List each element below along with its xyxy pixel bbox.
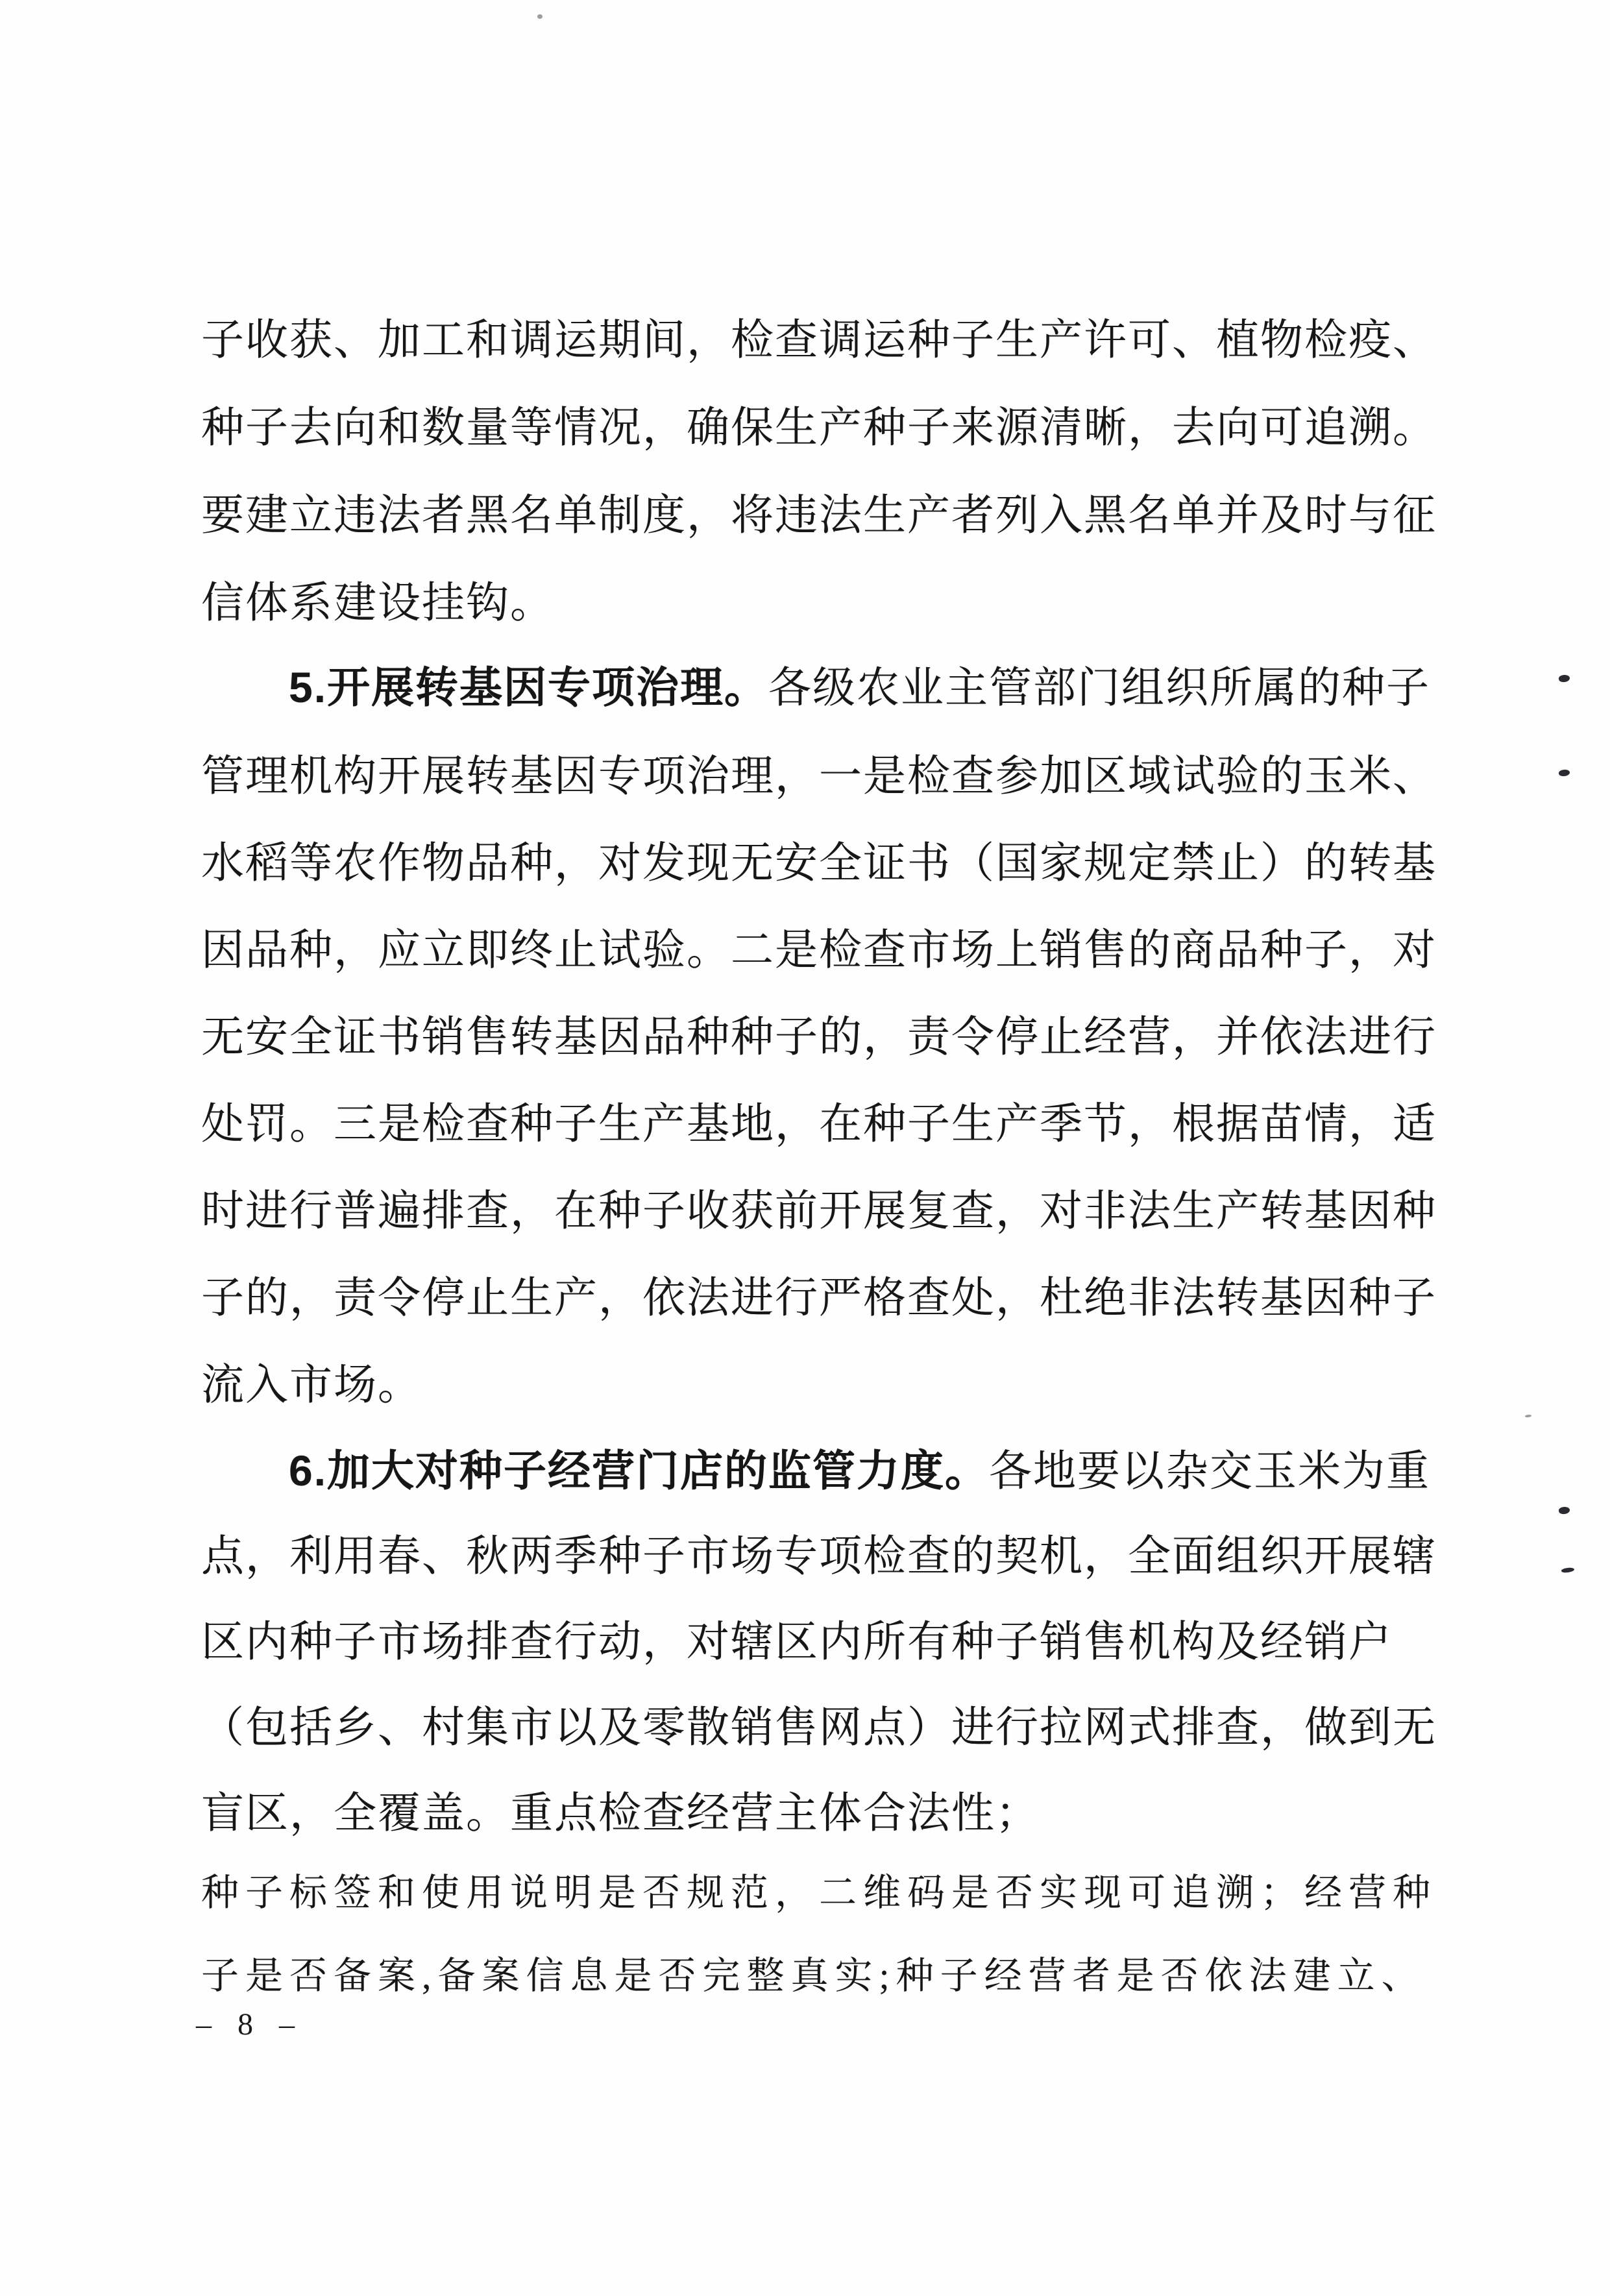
heading-5-bold: 5.开展转基因专项治理。 (289, 663, 769, 711)
text-line: （包括乡、村集市以及零散销售网点）进行拉网式排查，做到无 (201, 1704, 1437, 1752)
text-line: 水稻等农作物品种，对发现无安全证书（国家规定禁止）的转基 (201, 840, 1437, 887)
text-line: 处罚。三是检查种子生产基地，在种子生产季节，根据苗情，适 (201, 1101, 1437, 1148)
page-number: – 8 – (196, 2007, 304, 2042)
heading-6-rest: 各地要以杂交玉米为重 (989, 1448, 1431, 1495)
heading-5-rest: 各级农业主管部门组织所属的种子 (768, 665, 1431, 712)
scan-speck (1558, 769, 1570, 777)
text-line: 种子去向和数量等情况，确保生产种子来源清晰，去向可追溯。 (201, 404, 1437, 452)
text-line: 因品种，应立即终止试验。二是检查市场上销售的商品种子，对 (201, 927, 1437, 974)
scan-speck (537, 14, 543, 19)
text-line: 时进行普遍排查，在种子收获前开展复查，对非法生产转基因种 (201, 1188, 1437, 1235)
text-line: 要建立违法者黑名单制度，将违法生产者列入黑名单并及时与征 (201, 492, 1437, 539)
text-line: 种子标签和使用说明是否规范，二维码是否实现可追溯；经营种 (201, 1872, 1437, 1914)
text-line: 管理机构开展转基因专项治理，一是检查参加区域试验的玉米、 (201, 753, 1437, 800)
heading-line-6 (289, 1448, 1574, 1495)
text-line: 盲区，全覆盖。重点检查经营主体合法性； (201, 1790, 1040, 1837)
text-line: 流入市场。 (201, 1362, 422, 1409)
text-line: 子收获、加工和调运期间，检查调运种子生产许可、植物检疫、 (201, 317, 1437, 364)
text-line: 子是否备案,备案信息是否完整真实;种子经营者是否依法建立、 (201, 1955, 1426, 1997)
scan-speck (1558, 1506, 1570, 1515)
text-line: 子的，责令停止生产，依法进行严格查处，杜绝非法转基因种子 (201, 1275, 1437, 1322)
text-line: 点，利用春、秋两季种子市场专项检查的契机，全面组织开展辖 (201, 1533, 1437, 1580)
text-line: 区内种子市场排查行动，对辖区内所有种子销售机构及经销户 (201, 1618, 1393, 1666)
heading-line-5 (289, 665, 1574, 711)
scan-speck (1561, 1567, 1575, 1574)
heading-6-bold: 6.加大对种子经营门店的监管力度。 (289, 1447, 990, 1495)
text-line: 无安全证书销售转基因品种种子的，责令停止经营，并依法进行 (201, 1014, 1437, 1061)
text-line: 信体系建设挂钩。 (201, 580, 554, 627)
scan-speck (1525, 1414, 1531, 1417)
